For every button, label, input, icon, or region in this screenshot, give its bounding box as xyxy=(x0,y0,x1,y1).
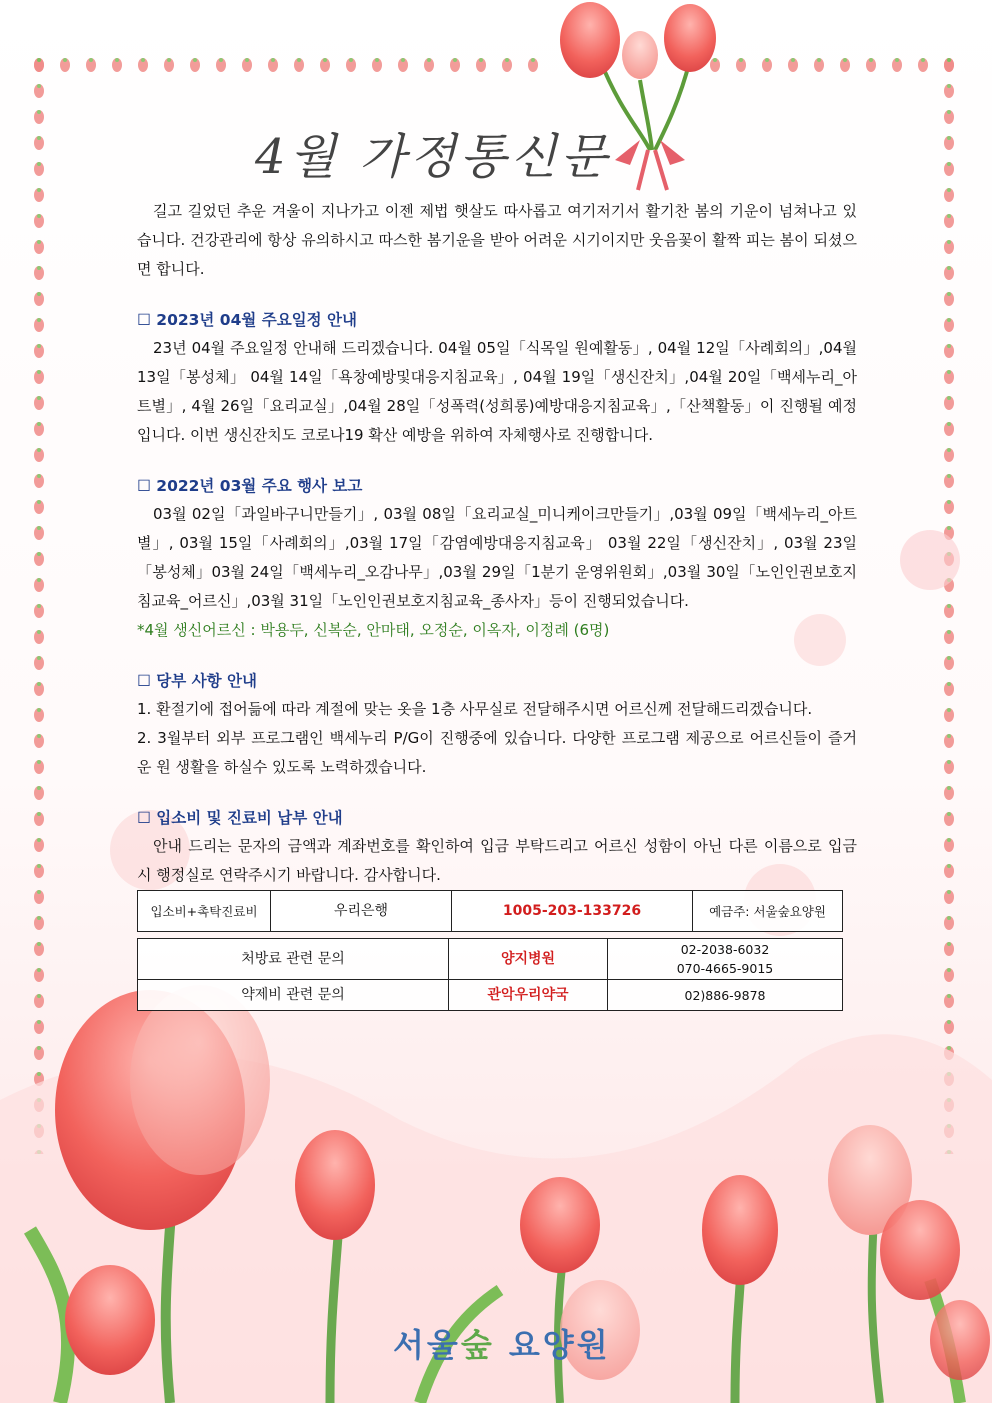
contact-name-cell: 양지병원 xyxy=(449,939,608,980)
account-number-cell: 1005-203-133726 xyxy=(452,891,693,932)
footer-part-1: 서울 xyxy=(393,1326,461,1364)
contact-phone-cell: 02)886-9878 xyxy=(608,980,843,1011)
footer-logo-text xyxy=(393,1320,611,1366)
birthday-note: *4월 생신어르신 : 박용두, 신복순, 안마태, 오정순, 이옥자, 이정례 (6명) xyxy=(137,621,610,639)
section-heading-april-schedule: ☐ 2023년 04월 주요일정 안내 xyxy=(137,311,357,329)
content-area xyxy=(137,197,857,1011)
section-heading-march-report: ☐ 2022년 03월 주요 행사 보고 xyxy=(137,477,363,495)
account-holder-cell: 예금주: 서울숲요양원 xyxy=(693,891,843,932)
contact-label-cell: 약제비 관련 문의 xyxy=(138,980,449,1011)
footer-part-2: 숲 xyxy=(460,1326,495,1364)
table-row xyxy=(138,939,843,980)
payment-body: 안내 드리는 문자의 금액과 계좌번호를 확인하여 입금 부탁드리고 어르신 성함이 아닌 다른 이름으로 입금 시 행정실로 연락주시기 바랍니다. 감사합니다. xyxy=(137,837,857,884)
request-item-2: 2. 3월부터 외부 프로그램인 백세누리 P/G이 진행중에 있습니다. 다양한 프로그램 제공으로 어르신들이 즐거운 원 생활을 하실수 있도록 노력하겠습니다. xyxy=(137,729,857,776)
contact-phone-cell xyxy=(608,939,843,980)
page-title: 4월 가정통신문 xyxy=(255,129,612,185)
table-row xyxy=(138,891,843,932)
contact-table xyxy=(137,938,843,1011)
contact-label-cell: 처방료 관련 문의 xyxy=(138,939,449,980)
contact-phone-2: 070-4665-9015 xyxy=(676,961,774,976)
contact-name-cell: 관악우리약국 xyxy=(449,980,608,1011)
contact-phone-1: 02-2038-6032 xyxy=(680,942,770,957)
section-heading-payment: ☐ 입소비 및 진료비 납부 안내 xyxy=(137,809,343,827)
bank-cell: 우리은행 xyxy=(271,891,452,932)
payment-table xyxy=(137,890,843,932)
request-item-1: 1. 환절기에 접어듦에 따라 계절에 맞는 옷을 1층 사무실로 전달해주시면 어르신께 전달해드리겠습니다. xyxy=(137,700,813,718)
april-schedule-body: 23년 04월 주요일정 안내해 드리겠습니다. 04월 05일「식목일 원예활동」, 04월 12일「사례회의」,04월 13일「봉성체」 04월 14일「욕창예방및대응지침교육」, 04월 19일「생신잔치」,04월 20일「백세누리_아트별」, 4월 26일「요리교실」,04월 28일「성폭력(성희롱)예방대응지침교육」,「산책활동」이 진행될 예정입니다. 이번 생신잔치도 코로나19 확산 예방을 위하여 자체행사로 진행합니다. xyxy=(137,339,857,444)
footer-part-3: 요양원 xyxy=(494,1326,611,1364)
march-report-body: 03월 02일「과일바구니만들기」, 03월 08일「요리교실_미니케이크만들기」,03월 09일「백세누리_아트별」, 03월 15일「사례회의」,03월 17일「감염예방대응지침교육」 03월 22일「생신잔치」, 03월 23일「봉성체」03월 24일「백세누리_오감나무」,03월 29일「1분기 운영위원회」,03월 30일「노인인권보호지침교육_어르신」,03월 31일「노인인권보호지침교육_종사자」등이 진행되었습니다. xyxy=(137,505,857,610)
intro-paragraph: 길고 길었던 추운 겨울이 지나가고 이젠 제법 햇살도 따사롭고 여기저기서 활기찬 봄의 기운이 넘쳐나고 있습니다. 건강관리에 항상 유의하시고 따스한 봄기운을 받아 어려운 시기이지만 웃음꽃이 활짝 피는 봄이 되셨으면 합니다. xyxy=(137,202,857,278)
payment-label-cell: 입소비+촉탁진료비 xyxy=(138,891,271,932)
table-row xyxy=(138,980,843,1011)
section-heading-requests: ☐ 당부 사항 안내 xyxy=(137,672,257,690)
